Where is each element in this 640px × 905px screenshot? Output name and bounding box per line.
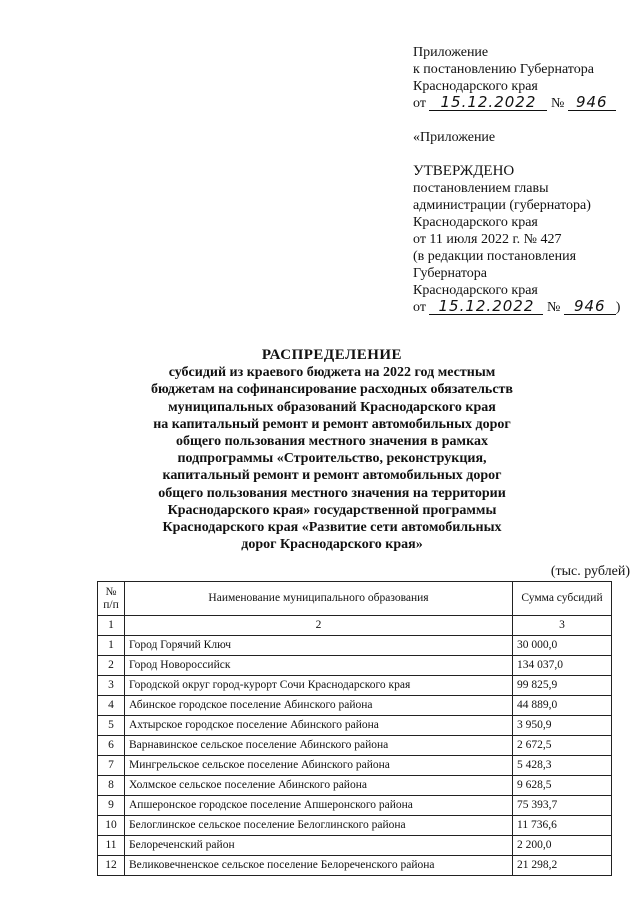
row-number: 10 <box>98 816 125 836</box>
title-line: Краснодарского края» государственной программы <box>167 502 497 518</box>
date-prefix: от <box>413 96 426 111</box>
approved-line: от 11 июля 2022 г. № 427 <box>413 232 562 247</box>
municipality-name: Ахтырское городское поселение Абинского района <box>125 716 513 736</box>
municipality-name: Варнавинское сельское поселение Абинского района <box>125 736 513 756</box>
column-index-row <box>98 616 612 636</box>
approved-line: администрации (губернатора) <box>413 198 591 213</box>
table-row <box>98 736 612 756</box>
subsidy-amount: 21 298,2 <box>513 856 612 876</box>
title-line: дорог Краснодарского края» <box>241 537 423 553</box>
title-line: на капитальный ремонт и ремонт автомобильных дорог <box>153 416 511 432</box>
table-row <box>98 676 612 696</box>
row-number: 11 <box>98 836 125 856</box>
handwritten-number: 946 <box>568 95 616 111</box>
header-sum: Сумма субсидий <box>513 582 612 616</box>
title-line: муниципальных образований Краснодарского края <box>168 399 496 415</box>
row-number: 9 <box>98 796 125 816</box>
row-number: 5 <box>98 716 125 736</box>
municipality-name: Апшеронское городское поселение Апшеронского района <box>125 796 513 816</box>
subsidy-amount: 3 950,9 <box>513 716 612 736</box>
subsidy-amount: 134 037,0 <box>513 656 612 676</box>
subsidy-amount: 75 393,7 <box>513 796 612 816</box>
handwritten-date: 15.12.2022 <box>429 299 543 315</box>
approved-date-line <box>413 299 633 316</box>
title-line: общего пользования местного значения на территории <box>158 485 506 501</box>
closing-paren: ) <box>615 300 621 315</box>
table-row <box>98 796 612 816</box>
number-prefix: № <box>546 300 561 315</box>
approved-heading: УТВЕРЖДЕНО <box>413 163 515 179</box>
index-cell: 3 <box>513 616 612 636</box>
approved-line: «Приложение <box>413 130 496 145</box>
row-number: 12 <box>98 856 125 876</box>
handwritten-date: 15.12.2022 <box>429 95 547 111</box>
table-header-row <box>98 582 612 616</box>
title-line: бюджетам на софинансирование расходных обязательств <box>151 382 513 398</box>
municipality-name: Белоглинское сельское поселение Белоглинского района <box>125 816 513 836</box>
municipality-name: Абинское городское поселение Абинского района <box>125 696 513 716</box>
municipality-name: Городской округ город-курорт Сочи Краснодарского края <box>125 676 513 696</box>
header-name: Наименование муниципального образования <box>125 582 513 616</box>
handwritten-number: 946 <box>564 299 616 315</box>
table-row <box>98 756 612 776</box>
subsidy-amount: 99 825,9 <box>513 676 612 696</box>
appendix-line: Краснодарского края <box>413 79 538 94</box>
row-number: 2 <box>98 656 125 676</box>
subsidy-amount: 9 628,5 <box>513 776 612 796</box>
table-row <box>98 856 612 876</box>
approved-line: Краснодарского края <box>413 283 538 298</box>
subsidy-amount: 5 428,3 <box>513 756 612 776</box>
units-label: (тыс. рублей) <box>550 564 630 579</box>
row-number: 8 <box>98 776 125 796</box>
row-number: 7 <box>98 756 125 776</box>
title-line: подпрограммы «Строительство, реконструкция, <box>177 451 487 467</box>
table-row <box>98 696 612 716</box>
approved-line: Краснодарского края <box>413 215 538 230</box>
municipality-name: Мингрельское сельское поселение Абинского района <box>125 756 513 776</box>
title-line: Краснодарского края «Развитие сети автомобильных <box>162 520 502 536</box>
subsidy-amount: 2 200,0 <box>513 836 612 856</box>
subsidy-amount: 11 736,6 <box>513 816 612 836</box>
appendix-line: Приложение <box>413 45 489 60</box>
appendix-line: к постановлению Губернатора <box>413 62 594 77</box>
row-number: 4 <box>98 696 125 716</box>
subsidy-amount: 44 889,0 <box>513 696 612 716</box>
table-row <box>98 776 612 796</box>
municipality-name: Город Горячий Ключ <box>125 636 513 656</box>
table-row <box>98 716 612 736</box>
appendix-date-line <box>413 95 633 112</box>
number-prefix: № <box>550 96 565 111</box>
municipality-name: Холмское сельское поселение Абинского района <box>125 776 513 796</box>
subsidy-amount: 2 672,5 <box>513 736 612 756</box>
table-row <box>98 836 612 856</box>
date-prefix: от <box>413 300 426 315</box>
approved-line: постановлением главы <box>413 181 549 196</box>
table-row <box>98 636 612 656</box>
title-line: капитальный ремонт и ремонт автомобильных дорог <box>162 468 502 484</box>
row-number: 3 <box>98 676 125 696</box>
municipality-name: Великовечненское сельское поселение Белореченского района <box>125 856 513 876</box>
row-number: 1 <box>98 636 125 656</box>
title-line: субсидий из краевого бюджета на 2022 год местным <box>168 365 496 381</box>
subsidy-table <box>97 581 612 876</box>
document-title <box>110 347 554 553</box>
approved-line: Губернатора <box>413 266 488 281</box>
title-line: общего пользования местного значения в рамках <box>176 434 488 450</box>
index-cell: 2 <box>125 616 513 636</box>
municipality-name: Город Новороссийск <box>125 656 513 676</box>
row-number: 6 <box>98 736 125 756</box>
table-row <box>98 656 612 676</box>
header-number: № п/п <box>98 582 125 616</box>
appendix-block <box>413 44 633 316</box>
approved-line: (в редакции постановления <box>413 249 577 264</box>
index-cell: 1 <box>98 616 125 636</box>
table-row <box>98 816 612 836</box>
subsidy-amount: 30 000,0 <box>513 636 612 656</box>
title-heading: РАСПРЕДЕЛЕНИЕ <box>261 347 403 363</box>
municipality-name: Белореченский район <box>125 836 513 856</box>
